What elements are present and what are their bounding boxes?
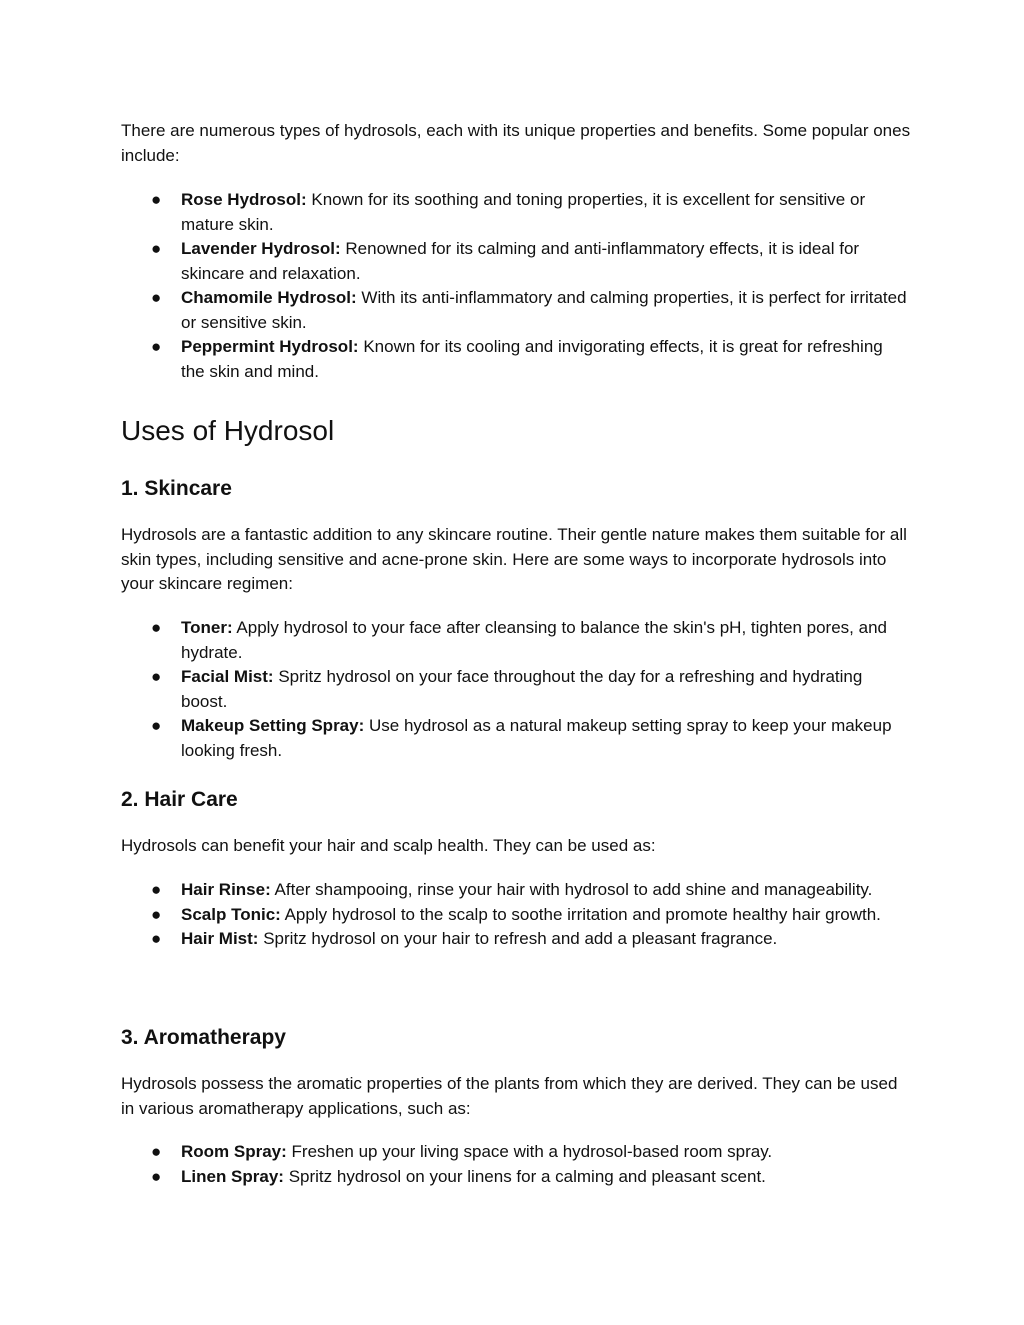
- haircare-text: Hydrosols can benefit your hair and scalp health. They can be used as:: [121, 836, 656, 855]
- bullet-icon: ●: [151, 880, 162, 899]
- list-item: [121, 237, 911, 286]
- list-item: [121, 665, 911, 714]
- skincare-paragraph: [121, 523, 911, 597]
- intro-paragraph: [121, 119, 911, 168]
- hydrosol-types-list: [121, 188, 911, 384]
- item-desc: After shampooing, rinse your hair with hydrosol to add shine and manageability.: [270, 880, 873, 899]
- list-item: [121, 878, 911, 903]
- item-desc: Known for its cooling and invigorating effects, it is great for refreshing the skin and mind.: [181, 337, 883, 381]
- list-item: [121, 927, 911, 952]
- item-desc: Use hydrosol as a natural makeup setting spray to keep your makeup looking fresh.: [181, 716, 892, 760]
- item-desc: Apply hydrosol to your face after cleansing to balance the skin's pH, tighten pores, and hydrate.: [181, 618, 887, 662]
- list-item: [121, 1140, 911, 1165]
- item-desc: Freshen up your living space with a hydrosol-based room spray.: [286, 1142, 773, 1161]
- item-term: Makeup Setting Spray:: [181, 716, 365, 735]
- aromatherapy-text: Hydrosols possess the aromatic properties of the plants from which they are derived. They can be used in various aromatherapy applications, such as:: [121, 1074, 898, 1118]
- item-term: Hair Mist:: [181, 929, 259, 948]
- bullet-icon: ●: [151, 667, 162, 686]
- aromatherapy-list: [121, 1140, 911, 1189]
- item-desc: Apply hydrosol to the scalp to soothe irritation and promote healthy hair growth.: [280, 904, 881, 924]
- intro-text: There are numerous types of hydrosols, each with its unique properties and benefits. Some popular ones include:: [121, 121, 911, 165]
- item-term: Hair Rinse:: [181, 880, 271, 899]
- list-item: [121, 1165, 911, 1190]
- bullet-icon: ●: [151, 929, 162, 948]
- bullet-icon: ●: [151, 716, 162, 735]
- skincare-text: Hydrosols are a fantastic addition to any skincare routine. Their gentle nature makes them suitable for all skin types, including sensitive and acne-prone skin. Here are some ways to incorporate hydrosols into your skincare regimen:: [121, 525, 907, 593]
- bullet-icon: ●: [151, 618, 162, 637]
- bullet-icon: ●: [151, 1142, 162, 1161]
- list-item: [121, 903, 911, 928]
- list-item: [121, 188, 911, 237]
- skincare-list: [121, 616, 911, 763]
- item-term: Rose Hydrosol:: [181, 190, 307, 209]
- bullet-icon: ●: [151, 190, 162, 209]
- item-term: Chamomile Hydrosol:: [181, 288, 357, 307]
- bullet-icon: ●: [151, 904, 162, 924]
- item-desc: Spritz hydrosol on your face throughout the day for a refreshing and hydrating boost.: [181, 667, 863, 711]
- list-item: [121, 714, 911, 763]
- item-term: Peppermint Hydrosol:: [181, 337, 359, 356]
- item-desc: Known for its soothing and toning properties, it is excellent for sensitive or mature skin.: [181, 190, 866, 234]
- item-term: Scalp Tonic:: [181, 904, 281, 924]
- item-desc: With its anti-inflammatory and calming properties, it is perfect for irritated or sensitive skin.: [181, 288, 907, 332]
- aromatherapy-heading: 3. Aromatherapy: [121, 1026, 286, 1049]
- bullet-icon: ●: [151, 288, 162, 307]
- item-term: Facial Mist:: [181, 667, 274, 686]
- item-desc: Spritz hydrosol on your hair to refresh and add a pleasant fragrance.: [258, 929, 778, 948]
- item-term: Lavender Hydrosol:: [181, 239, 341, 258]
- item-desc: Renowned for its calming and anti-inflammatory effects, it is ideal for skincare and relaxation.: [181, 239, 860, 283]
- item-desc: Spritz hydrosol on your linens for a calming and pleasant scent.: [283, 1166, 766, 1186]
- uses-heading: Uses of Hydrosol: [121, 415, 335, 446]
- bullet-icon: ●: [151, 1166, 162, 1186]
- list-item: [121, 616, 911, 665]
- haircare-list: [121, 878, 911, 952]
- aromatherapy-paragraph: [121, 1072, 911, 1121]
- bullet-icon: ●: [151, 337, 162, 356]
- list-item: [121, 286, 911, 335]
- item-term: Room Spray:: [181, 1142, 287, 1161]
- item-term: Linen Spray:: [181, 1166, 284, 1186]
- haircare-paragraph: [121, 834, 911, 859]
- list-item: [121, 335, 911, 384]
- skincare-heading: 1. Skincare: [121, 477, 232, 500]
- haircare-heading: 2. Hair Care: [121, 788, 238, 811]
- item-term: Toner:: [181, 618, 233, 637]
- bullet-icon: ●: [151, 239, 162, 258]
